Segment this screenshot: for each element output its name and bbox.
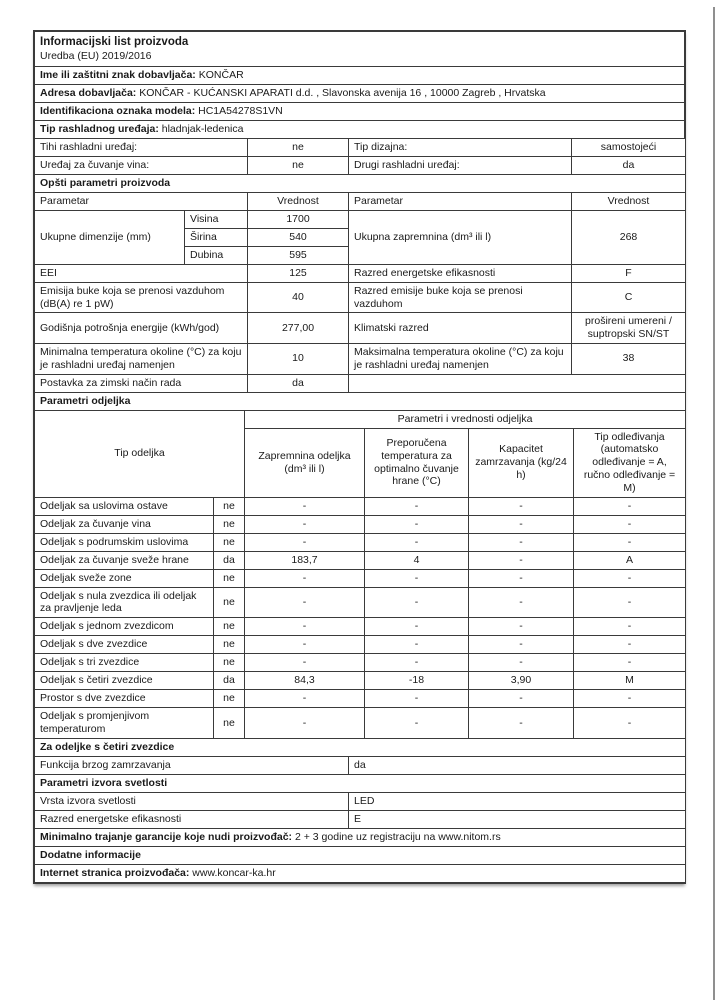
compartment-value-cell: - — [574, 618, 686, 636]
title-row — [35, 32, 685, 67]
param-header-cell: Parametar — [35, 192, 248, 210]
compartment-present-cell: ne — [214, 587, 245, 618]
compartment-present-cell: da — [214, 672, 245, 690]
compartment-type-cell: Odeljak s jednom zvezdicom — [35, 618, 214, 636]
website-value: www.koncar-ka.hr — [192, 866, 276, 879]
header-table — [34, 31, 685, 139]
section-title: Za odeljke s četiri zvezdice — [35, 738, 686, 756]
compartment-present-cell: ne — [214, 533, 245, 551]
quiet-appliance-row — [35, 138, 686, 156]
dimensions-label-cell: Ukupne dimenzije (mm) — [35, 210, 185, 264]
total-volume-value-cell: 268 — [572, 210, 686, 264]
dimension-value-cell: 540 — [248, 228, 349, 246]
param-header-cell: Parametar — [349, 192, 572, 210]
param-label-cell: Drugi rashladni uređaj: — [349, 156, 572, 174]
warranty-value: 2 + 3 godine uz registraciju na www.nitom.rs — [294, 830, 501, 843]
compartment-value-cell: - — [245, 569, 365, 587]
param-value-cell: E — [349, 810, 686, 828]
noise-row — [35, 282, 686, 313]
param-label-cell: Razred energetske efikasnosti — [349, 264, 572, 282]
model-id-cell — [35, 102, 685, 120]
compartment-value-cell: - — [245, 497, 365, 515]
compartment-value-cell: - — [469, 497, 574, 515]
compartment-value-cell: 183,7 — [245, 551, 365, 569]
compartment-present-cell: ne — [214, 690, 245, 708]
compartment-present-cell: ne — [214, 497, 245, 515]
compartment-value-cell: - — [365, 497, 469, 515]
winter-setting-row — [35, 374, 686, 392]
appliance-type-row — [35, 120, 685, 138]
compartment-type-cell: Odeljak za čuvanje vina — [35, 515, 214, 533]
compartment-value-cell: - — [365, 587, 469, 618]
compartment-row — [35, 497, 686, 515]
compartment-row — [35, 533, 686, 551]
compartment-value-cell: - — [245, 533, 365, 551]
compartment-row — [35, 551, 686, 569]
fast-freeze-row — [35, 756, 686, 774]
param-label-cell: Maksimalna temperatura okoline (°C) za koju je rashladni uređaj namenjen — [349, 344, 572, 375]
compartment-value-cell: - — [469, 636, 574, 654]
volume-header-cell: Zapremnina odeljka (dm³ ili l) — [245, 428, 365, 497]
compartment-present-cell: ne — [214, 569, 245, 587]
compartment-value-cell: - — [469, 551, 574, 569]
product-information-sheet — [33, 30, 686, 884]
param-label-cell: Minimalna temperatura okoline (°C) za koju je rashladni uređaj namenjen — [35, 344, 248, 375]
compartment-value-cell: - — [245, 515, 365, 533]
supplier-name-value: KONČAR — [198, 68, 244, 81]
model-id-value: HC1A54278S1VN — [198, 104, 283, 117]
compartment-value-cell: - — [574, 636, 686, 654]
title-cell — [35, 32, 685, 67]
total-volume-label-cell: Ukupna zapremnina (dm³ ili l) — [349, 210, 572, 264]
four-star-section-header — [35, 738, 686, 756]
appliance-type-label: Tip rashladnog uređaja: — [40, 122, 159, 135]
compartment-value-cell: - — [469, 587, 574, 618]
regulation-reference: Uredba (EU) 2019/2016 — [40, 50, 152, 63]
compartment-value-cell: - — [245, 587, 365, 618]
appliance-type-value: hladnjak-ledenica — [161, 122, 244, 135]
dimensions-row-height — [35, 210, 686, 228]
supplier-name-label: Ime ili zaštitni znak dobavljača: — [40, 68, 196, 81]
column-header-row — [35, 192, 686, 210]
compartment-row — [35, 654, 686, 672]
compartment-value-cell: - — [574, 690, 686, 708]
param-label-cell: EEI — [35, 264, 248, 282]
light-source-section-header — [35, 774, 686, 792]
dimension-name-cell: Dubina — [185, 246, 248, 264]
energy-consumption-row — [35, 313, 686, 344]
section-title: Opšti parametri proizvoda — [35, 174, 686, 192]
compartment-value-cell: - — [245, 690, 365, 708]
compartment-value-cell: - — [245, 654, 365, 672]
empty-cell — [349, 374, 686, 392]
param-label-cell: Funkcija brzog zamrzavanja — [35, 756, 349, 774]
document-title: Informacijski list proizvoda — [40, 36, 189, 48]
compartment-present-cell: ne — [214, 636, 245, 654]
param-value-cell: 10 — [248, 344, 349, 375]
param-value-cell: ne — [248, 156, 349, 174]
supplier-address-value: KONČAR - KUĆANSKI APARATI d.d. , Slavonska avenija 16 , 10000 Zagreb , Hrvatska — [139, 86, 546, 99]
compartment-value-cell: - — [574, 654, 686, 672]
page-edge-line — [713, 7, 715, 1000]
warranty-cell — [35, 828, 686, 846]
compartment-row — [35, 618, 686, 636]
supplier-address-cell — [35, 84, 685, 102]
compartment-type-cell: Odeljak s tri zvezdice — [35, 654, 214, 672]
compartment-type-cell: Odeljak za čuvanje sveže hrane — [35, 551, 214, 569]
dimension-name-cell: Širina — [185, 228, 248, 246]
compartment-present-cell: ne — [214, 618, 245, 636]
section-title: Parametri izvora svetlosti — [35, 774, 686, 792]
compartment-type-cell: Odeljak s promjenjivom temperaturom — [35, 708, 214, 739]
compartments-section-header — [35, 392, 686, 410]
param-value-cell: prošireni umereni / suptropski SN/ST — [572, 313, 686, 344]
compartment-value-cell: - — [469, 533, 574, 551]
appliance-type-cell — [35, 120, 685, 138]
param-label-cell: Vrsta izvora svetlosti — [35, 792, 349, 810]
compartment-value-cell: M — [574, 672, 686, 690]
model-id-label: Identifikaciona oznaka modela: — [40, 104, 196, 117]
param-value-cell: LED — [349, 792, 686, 810]
compartment-value-cell: - — [245, 636, 365, 654]
compartment-row — [35, 569, 686, 587]
compartment-value-cell: 84,3 — [245, 672, 365, 690]
param-label-cell: Uređaj za čuvanje vina: — [35, 156, 248, 174]
compartment-value-cell: -18 — [365, 672, 469, 690]
supplier-name-cell — [35, 66, 685, 84]
compartment-value-cell: - — [365, 654, 469, 672]
ambient-temperature-row — [35, 344, 686, 375]
compartment-row — [35, 690, 686, 708]
compartment-value-cell: - — [365, 618, 469, 636]
additional-info-section-header — [35, 846, 686, 864]
supplier-address-label: Adresa dobavljača: — [40, 86, 137, 99]
compartment-type-cell: Prostor s dve zvezdice — [35, 690, 214, 708]
compartments-table — [34, 392, 686, 739]
compartment-value-cell: 3,90 — [469, 672, 574, 690]
compartment-type-cell: Odeljak s podrumskim uslovima — [35, 533, 214, 551]
compartment-row — [35, 636, 686, 654]
value-header-cell: Vrednost — [572, 192, 686, 210]
param-value-cell: da — [248, 374, 349, 392]
param-value-cell: ne — [248, 138, 349, 156]
wine-storage-row — [35, 156, 686, 174]
defrost-type-header-cell: Tip odleđivanja (automatsko odleđivanje = A, ručno odleđivanje = M) — [574, 428, 686, 497]
compartment-present-cell: da — [214, 551, 245, 569]
param-value-cell: C — [572, 282, 686, 313]
param-value-cell: 40 — [248, 282, 349, 313]
website-cell — [35, 864, 686, 882]
compartment-value-cell: - — [574, 497, 686, 515]
warranty-row — [35, 828, 686, 846]
compartment-row — [35, 708, 686, 739]
compartment-value-cell: - — [469, 654, 574, 672]
section-title: Dodatne informacije — [35, 846, 686, 864]
compartment-row — [35, 515, 686, 533]
param-label-cell: Razred energetske efikasnosti — [35, 810, 349, 828]
compartment-value-cell: 4 — [365, 551, 469, 569]
compartment-present-cell: ne — [214, 515, 245, 533]
supplier-name-row — [35, 66, 685, 84]
compartment-row — [35, 672, 686, 690]
param-label-cell: Razred emisije buke koja se prenosi vazduhom — [349, 282, 572, 313]
website-label: Internet stranica proizvođača: — [40, 866, 190, 879]
compartment-value-cell: - — [245, 618, 365, 636]
group-header-cell: Parametri i vrednosti odjeljka — [245, 410, 686, 428]
compartment-value-cell: - — [245, 708, 365, 739]
compartment-value-cell: - — [469, 515, 574, 533]
warranty-label: Minimalno trajanje garancije koje nudi proizvođač: — [40, 830, 293, 843]
temperature-header-cell: Preporučena temperatura za optimalno čuvanje hrane (°C) — [365, 428, 469, 497]
compartment-value-cell: - — [365, 569, 469, 587]
compartment-value-cell: - — [365, 690, 469, 708]
section-title: Parametri odjeljka — [35, 392, 686, 410]
light-efficiency-row — [35, 810, 686, 828]
light-source-type-row — [35, 792, 686, 810]
compartments-group-header-row — [35, 410, 686, 428]
website-row — [35, 864, 686, 882]
param-label-cell: Klimatski razred — [349, 313, 572, 344]
eei-row — [35, 264, 686, 282]
compartment-value-cell: - — [574, 515, 686, 533]
compartment-value-cell: - — [574, 533, 686, 551]
dimension-value-cell: 1700 — [248, 210, 349, 228]
param-label-cell: Godišnja potrošnja energije (kWh/god) — [35, 313, 248, 344]
param-label-cell: Tihi rashladni uređaj: — [35, 138, 248, 156]
compartment-value-cell: - — [365, 636, 469, 654]
compartment-value-cell: - — [469, 690, 574, 708]
param-value-cell: 277,00 — [248, 313, 349, 344]
compartment-value-cell: - — [365, 708, 469, 739]
param-value-cell: F — [572, 264, 686, 282]
compartment-type-cell: Odeljak s nula zvezdica ili odeljak za pravljenje leda — [35, 587, 214, 618]
supplier-address-row — [35, 84, 685, 102]
compartment-value-cell: - — [574, 708, 686, 739]
compartment-type-cell: Odeljak s dve zvezdice — [35, 636, 214, 654]
compartment-value-cell: - — [365, 533, 469, 551]
compartment-present-cell: ne — [214, 654, 245, 672]
freezing-capacity-header-cell: Kapacitet zamrzavanja (kg/24 h) — [469, 428, 574, 497]
param-value-cell: 38 — [572, 344, 686, 375]
compartment-value-cell: - — [469, 569, 574, 587]
footer-table — [34, 738, 686, 883]
param-value-cell: 125 — [248, 264, 349, 282]
param-label-cell: Postavka za zimski način rada — [35, 374, 248, 392]
compartment-row — [35, 587, 686, 618]
general-params-table — [34, 138, 686, 393]
compartment-value-cell: - — [574, 587, 686, 618]
compartment-type-cell: Odeljak sveže zone — [35, 569, 214, 587]
dimension-value-cell: 595 — [248, 246, 349, 264]
compartment-type-header-cell: Tip odeljka — [35, 410, 245, 497]
param-value-cell: da — [572, 156, 686, 174]
compartment-type-cell: Odeljak sa uslovima ostave — [35, 497, 214, 515]
param-value-cell: da — [349, 756, 686, 774]
compartment-present-cell: ne — [214, 708, 245, 739]
param-label-cell: Tip dizajna: — [349, 138, 572, 156]
compartment-type-cell: Odeljak s četiri zvezdice — [35, 672, 214, 690]
compartment-value-cell: - — [469, 618, 574, 636]
dimension-name-cell: Visina — [185, 210, 248, 228]
value-header-cell: Vrednost — [248, 192, 349, 210]
compartment-value-cell: - — [365, 515, 469, 533]
model-id-row — [35, 102, 685, 120]
general-params-section-header — [35, 174, 686, 192]
param-value-cell: samostojeći — [572, 138, 686, 156]
param-label-cell: Emisija buke koja se prenosi vazduhom (dB(A) re 1 pW) — [35, 282, 248, 313]
compartment-value-cell: A — [574, 551, 686, 569]
compartment-value-cell: - — [574, 569, 686, 587]
compartment-value-cell: - — [469, 708, 574, 739]
